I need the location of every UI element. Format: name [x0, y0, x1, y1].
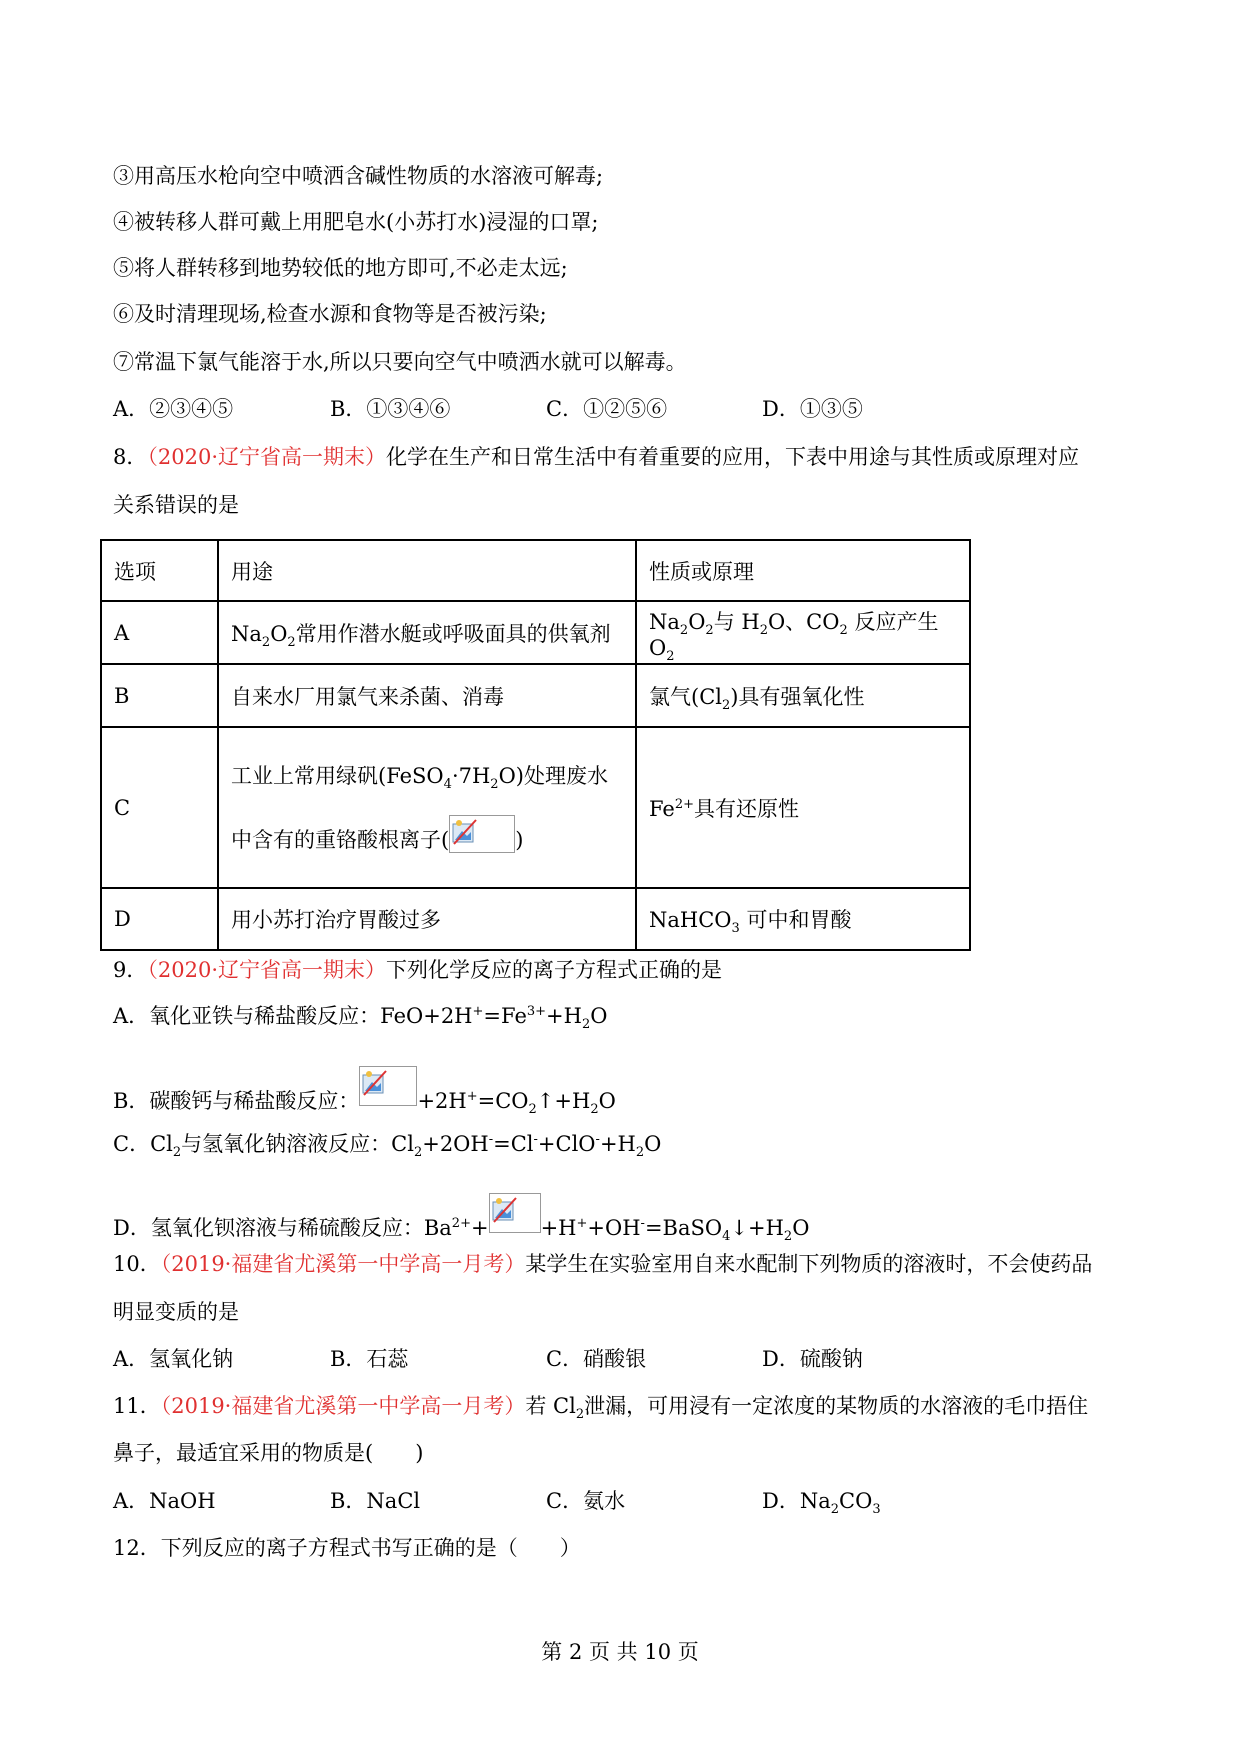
q7-statement-7: ⑦常温下氯气能溶于水,所以只要向空气中喷洒水就可以解毒。	[113, 350, 687, 374]
q10-source: （2019·福建省尤溪第一中学高一月考）	[160, 1252, 526, 1276]
q7-statement-5: ⑤将人群转移到地势较低的地方即可,不必走太远;	[113, 256, 568, 280]
row-c-use: 工业上常用绿矾$(FeSO_4\cdot 7H_2O)$处理废水 中含有的重铬酸根离子( )	[218, 727, 636, 888]
q11-source: （2019·福建省尤溪第一中学高一月考）	[160, 1394, 526, 1418]
q10-number: 10．	[113, 1252, 161, 1276]
q8-text: 化学在生产和日常生活中有着重要的应用，下表中用途与其性质或原理对应	[386, 445, 1079, 469]
broken-image-icon	[489, 1193, 541, 1233]
q9-option-a[interactable]: A．氧化亚铁与稀盐酸反应：$FeO+2H^+=Fe^{3+}+H_2O$	[113, 1004, 608, 1033]
q10-stem-line1	[113, 1250, 1092, 1278]
q8-number: 8．	[113, 445, 148, 469]
row-b-use: 自来水厂用氯气来杀菌、消毒	[218, 664, 636, 727]
q11-stem-line2: 鼻子，最适宜采用的物质是( )	[113, 1441, 424, 1465]
q11-option-a[interactable]: A．NaOH	[113, 1489, 216, 1513]
table-row	[101, 727, 970, 888]
row-a-property: $Na_2O_2$与 $H_2O$、$CO_2$ 反应产生 $O_2$	[636, 601, 970, 664]
q7-statement-4: ④被转移人群可戴上用肥皂水(小苏打水)浸湿的口罩;	[113, 210, 599, 234]
broken-image-icon	[359, 1066, 417, 1106]
q8-stem-line2: 关系错误的是	[113, 493, 239, 517]
q11-options	[113, 1487, 881, 1518]
q7-option-b[interactable]: B．①③④⑥	[330, 397, 451, 421]
table-row	[101, 664, 970, 727]
q11-option-c[interactable]: C．氨水	[546, 1489, 626, 1513]
q9-stem	[113, 956, 722, 984]
q7-options	[113, 395, 863, 423]
q11-number: 11．	[113, 1394, 161, 1418]
q8-stem-line1	[113, 443, 1079, 471]
row-c-property: $Fe^{2+}$具有还原性	[636, 727, 970, 888]
q7-option-d[interactable]: D．①③⑤	[762, 397, 863, 421]
q10-option-a[interactable]: A．氢氧化钠	[113, 1347, 234, 1371]
q7-statement-6: ⑥及时清理现场,检查水源和食物等是否被污染;	[113, 302, 547, 326]
header-option: 选项	[101, 540, 218, 601]
table-row	[101, 888, 970, 950]
table-row	[101, 601, 970, 664]
header-property: 性质或原理	[636, 540, 970, 601]
q9-option-d[interactable]: D．氢氧化钡溶液与稀硫酸反应：$Ba^{2+}+$ $+H^++OH^-=BaSO_4↓+H_2O$	[113, 1193, 809, 1242]
q7-option-a[interactable]: A．②③④⑤	[113, 397, 234, 421]
row-d-property: NaHCO$_3$ 可中和胃酸	[636, 888, 970, 950]
header-use: 用途	[218, 540, 636, 601]
row-b-property: 氯气$(Cl_2)$具有强氧化性	[636, 664, 970, 727]
q10-options	[113, 1345, 863, 1373]
q9-source: （2020·辽宁省高一期末）	[147, 958, 386, 982]
q8-source: （2020·辽宁省高一期末）	[147, 445, 386, 469]
q9-option-c[interactable]: C．$Cl_2$与氢氧化钠溶液反应：$Cl_2+2OH^-=Cl^-+ClO^-+H_2O$	[113, 1132, 662, 1161]
q7-statement-3: ③用高压水枪向空中喷洒含碱性物质的水溶液可解毒;	[113, 164, 604, 188]
q11-option-d[interactable]: D．$Na_2CO_3$	[762, 1489, 881, 1518]
broken-image-icon	[449, 815, 515, 853]
table-header-row	[101, 540, 970, 601]
q8-table	[100, 539, 971, 951]
row-d-use: 用小苏打治疗胃酸过多	[218, 888, 636, 950]
row-c-option: C	[101, 727, 218, 888]
page-footer: 第 2 页 共 10 页	[541, 1640, 699, 1664]
q7-option-c[interactable]: C．①②⑤⑥	[546, 397, 668, 421]
row-a-option: A	[101, 601, 218, 664]
q9-option-b[interactable]: B．碳酸钙与稀盐酸反应： $+2H^+=CO_2↑+H_2O$	[113, 1066, 616, 1115]
row-b-option: B	[101, 664, 218, 727]
row-d-option: D	[101, 888, 218, 950]
row-a-use: $Na_2O_2$常用作潜水艇或呼吸面具的供氧剂	[218, 601, 636, 664]
q9-text: 下列化学反应的离子方程式正确的是	[386, 958, 722, 982]
q11-option-b[interactable]: B．NaCl	[330, 1489, 421, 1513]
q10-text: 某学生在实验室用自来水配制下列物质的溶液时，不会使药品	[525, 1252, 1093, 1276]
q12-stem: 12．下列反应的离子方程式书写正确的是（ ）	[113, 1536, 581, 1560]
q10-stem-line2: 明显变质的是	[113, 1300, 239, 1324]
q11-stem-line1: 11．（2019·福建省尤溪第一中学高一月考）若 $Cl_2$泄漏，可用浸有一定浓度的某物质的水溶液的毛巾捂住	[113, 1394, 1089, 1423]
q10-option-b[interactable]: B．石蕊	[330, 1347, 409, 1371]
q10-option-d[interactable]: D．硫酸钠	[762, 1347, 863, 1371]
q9-number: 9．	[113, 958, 148, 982]
q10-option-c[interactable]: C．硝酸银	[546, 1347, 647, 1371]
